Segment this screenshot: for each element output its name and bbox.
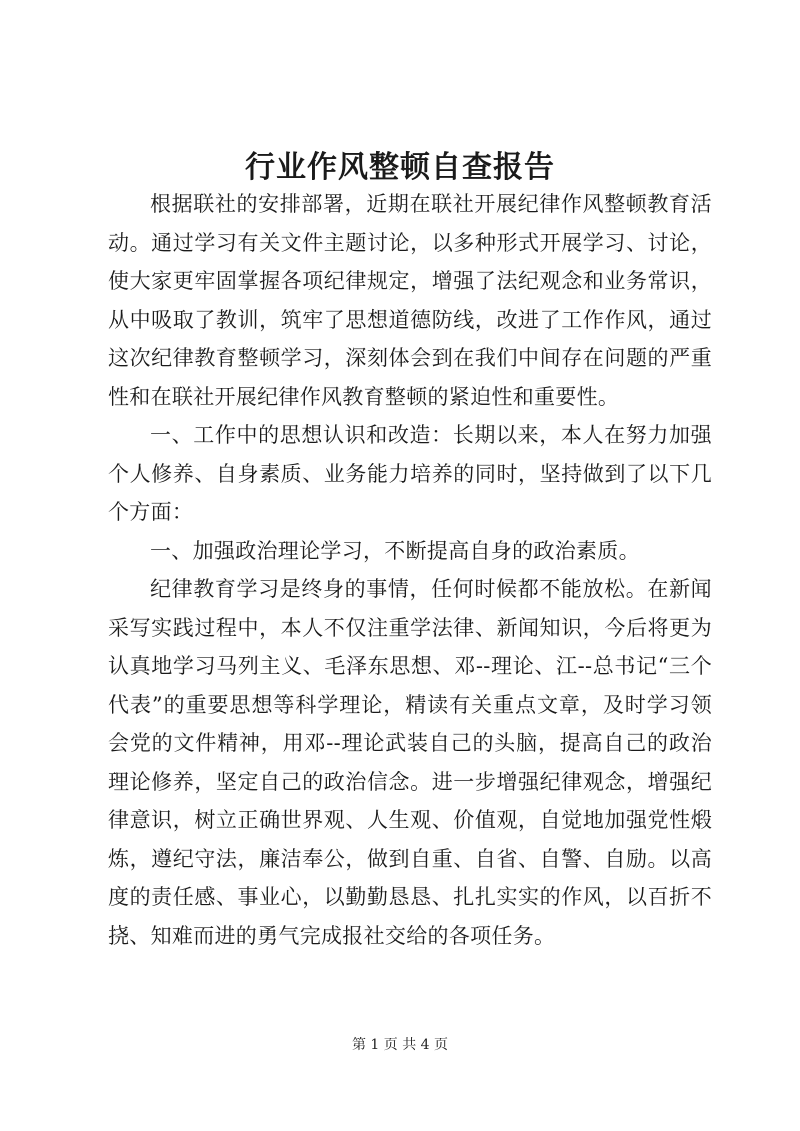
page-footer: 第 1 页 共 4 页: [351, 1037, 449, 1053]
paragraph-subheading: 一、加强政治理论学习，不断提高自身的政治素质。: [150, 538, 640, 563]
document-title: 行业作风整顿自查报告: [245, 150, 555, 185]
paragraph-section-one: 一、工作中的思想认识和改造：长期以来，本人在努力加强个人修养、自身素质、业务能力培养的同时，坚持做到了以下几个方面：: [108, 423, 712, 524]
document-body: [108, 185, 712, 955]
paragraph-discipline-study: 纪律教育学习是终身的事情，任何时候都不能放松。在新闻采写实践过程中，本人不仅注重学法律、新闻知识，今后将更为认真地学习马列主义、毛泽东思想、邓--理论、江--总书记“三个代表”的重要思想等科学理论，精读有关重点文章，及时学习领会党的文件精神，用邓--理论武装自己的头脑，提高自己的政治理论修养，坚定自己的政治信念。进一步增强纪律观念，增强纪律意识，树立正确世界观、人生观、价值观，自觉地加强党性煅炼，遵纪守法，廉洁奉公，做到自重、自省、自警、自励。以高度的责任感、事业心，以勤勤恳恳、扎扎实实的作风，以百折不挠、知难而进的勇气完成报社交给的各项任务。: [108, 577, 712, 948]
paragraph-intro: 根据联社的安排部署，近期在联社开展纪律作风整顿教育活动。通过学习有关文件主题讨论，以多种形式开展学习、讨论，使大家更牢固掌握各项纪律规定，增强了法纪观念和业务常识，从中吸取了教训，筑牢了思想道德防线，改进了工作作风，通过这次纪律教育整顿学习，深刻体会到在我们中间存在问题的严重性和在联社开展纪律作风教育整顿的紧迫性和重要性。: [108, 192, 712, 409]
